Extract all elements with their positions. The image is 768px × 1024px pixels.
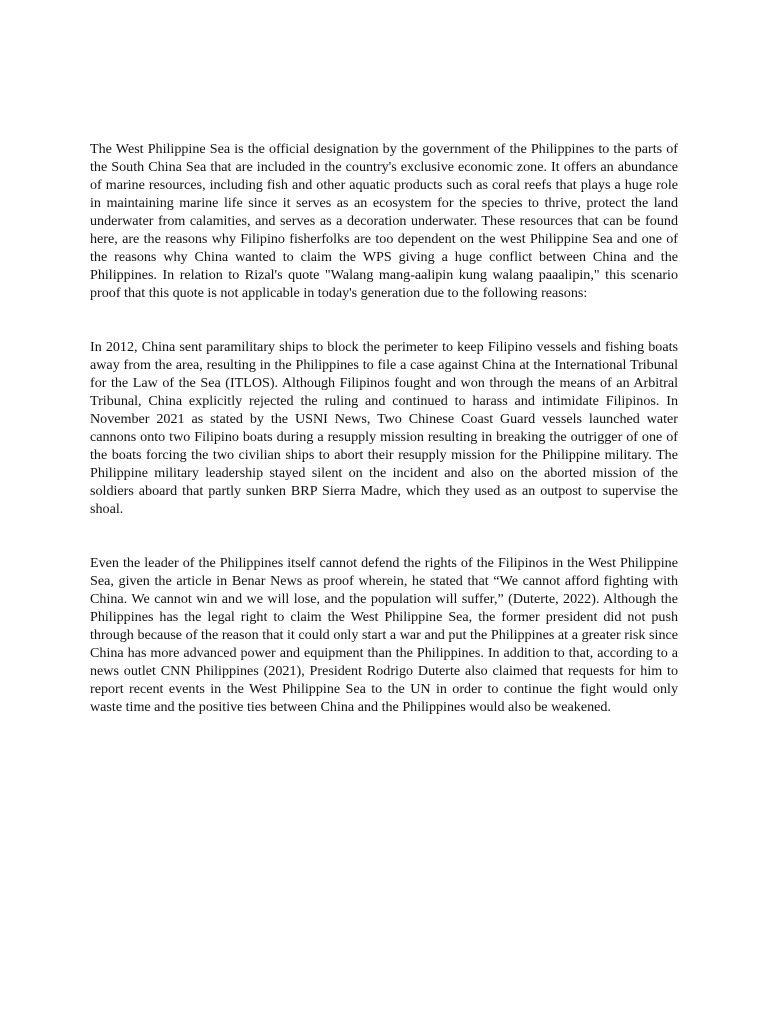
- paragraph-itlos-case: In 2012, China sent paramilitary ships to block the perimeter to keep Filipino vessels and fishing boats away from the area, resulting in the Philippines to file a case against China at the International Tribunal for the Law of the Sea (ITLOS). Although Filipinos fought and won through the means of an Arbitral Tribunal, China explicitly rejected the ruling and continued to harass and intimidate Filipinos. In November 2021 as stated by the USNI News, Two Chinese Coast Guard vessels launched water cannons onto two Filipino boats during a resupply mission resulting in breaking the outrigger of one of the boats forcing the two civilian ships to abort their resupply mission for the Philippine military. The Philippine military leadership stayed silent on the incident and also on the aborted mission of the soldiers aboard that partly sunken BRP Sierra Madre, which they used as an outpost to supervise the shoal.: [90, 339, 678, 517]
- paragraph-duterte-stance: Even the leader of the Philippines itself cannot defend the rights of the Filipinos in the West Philippine Sea, given the article in Benar News as proof wherein, he stated that “We cannot afford fighting with China. We cannot win and we will lose, and the population will suffer,” (Duterte, 2022). Although the Philippines has the legal right to claim the West Philippine Sea, the former president did not push through because of the reason that it could only start a war and put the Philippines at a greater risk since China has more advanced power and equipment than the Philippines. In addition to that, according to a news outlet CNN Philippines (2021), President Rodrigo Duterte also claimed that requests for him to report recent events in the West Philippine Sea to the UN in order to continue the fight would only waste time and the positive ties between China and the Philippines would also be weakened.: [90, 555, 678, 715]
- document-body: [90, 140, 678, 716]
- paragraph-intro: The West Philippine Sea is the official designation by the government of the Philippines to the parts of the South China Sea that are included in the country's exclusive economic zone. It offers an abundance of marine resources, including fish and other aquatic products such as coral reefs that plays a huge role in maintaining marine life since it serves as an ecosystem for the species to thrive, protect the land underwater from calamities, and serves as a decoration underwater. These resources that can be found here, are the reasons why Filipino fisherfolks are too dependent on the west Philippine Sea and one of the reasons why China wanted to claim the WPS giving a huge conflict between China and the Philippines. In relation to Rizal's quote "Walang mang-aalipin kung walang paaalipin," this scenario proof that this quote is not applicable in today's generation due to the following reasons:: [90, 141, 678, 301]
